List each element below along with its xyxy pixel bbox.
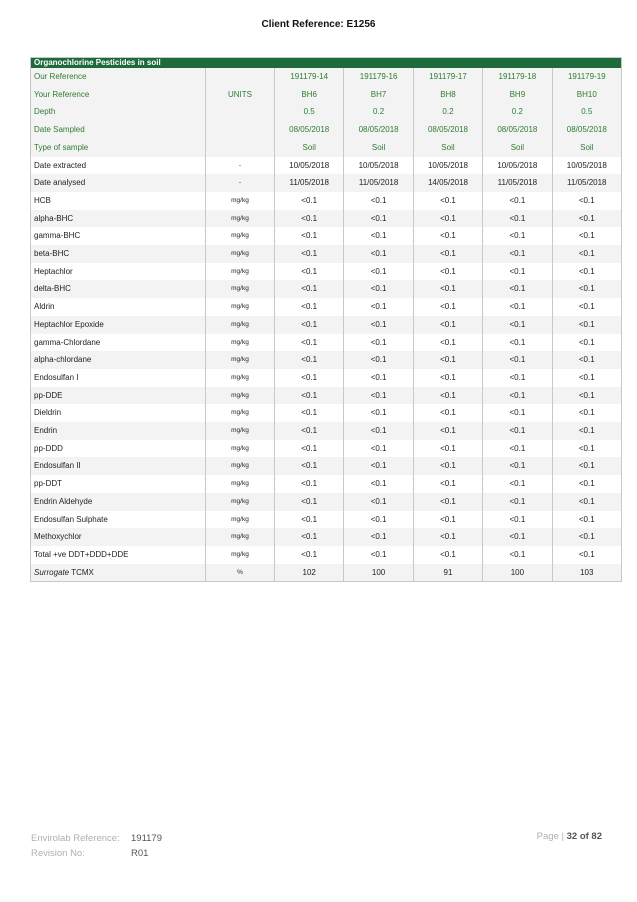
value-cell: <0.1 xyxy=(552,493,621,511)
table-row xyxy=(31,157,622,175)
unit-cell: mg/kg xyxy=(206,475,275,493)
analyte-name: Endrin Aldehyde xyxy=(31,493,206,511)
value-cell: <0.1 xyxy=(483,227,552,245)
value-cell: <0.1 xyxy=(275,280,344,298)
page-value: 32 of 82 xyxy=(566,831,602,842)
table-row xyxy=(31,316,622,334)
value-cell: <0.1 xyxy=(344,298,413,316)
analyte-name: pp-DDE xyxy=(31,387,206,405)
meta-label: Depth xyxy=(31,103,206,121)
unit-cell: mg/kg xyxy=(206,245,275,263)
table-row xyxy=(31,245,622,263)
unit-cell: mg/kg xyxy=(206,192,275,210)
unit-cell: mg/kg xyxy=(206,528,275,546)
value-cell: <0.1 xyxy=(344,528,413,546)
table-row xyxy=(31,192,622,210)
unit-cell: - xyxy=(206,157,275,175)
value-cell: 0.5 xyxy=(275,103,344,121)
analyte-name: beta-BHC xyxy=(31,245,206,263)
value-cell: 08/05/2018 xyxy=(344,121,413,139)
meta-row xyxy=(31,86,622,104)
value-cell: <0.1 xyxy=(483,334,552,352)
value-cell: <0.1 xyxy=(344,387,413,405)
analyte-name: Methoxychlor xyxy=(31,528,206,546)
table-row xyxy=(31,546,622,564)
value-cell: Soil xyxy=(275,139,344,157)
value-cell: <0.1 xyxy=(552,192,621,210)
value-cell: Soil xyxy=(483,139,552,157)
value-cell: 10/05/2018 xyxy=(275,157,344,175)
client-reference: Client Reference: E1256 xyxy=(261,19,376,30)
value-cell: BH10 xyxy=(552,86,621,104)
value-cell: <0.1 xyxy=(275,528,344,546)
unit-cell: mg/kg xyxy=(206,227,275,245)
value-cell: <0.1 xyxy=(344,511,413,529)
analyte-name: Date extracted xyxy=(31,157,206,175)
value-cell: <0.1 xyxy=(344,245,413,263)
page-prefix: Page | xyxy=(536,831,567,842)
value-cell: <0.1 xyxy=(344,369,413,387)
value-cell: 100 xyxy=(483,564,552,582)
value-cell: <0.1 xyxy=(344,263,413,281)
unit-cell: mg/kg xyxy=(206,422,275,440)
value-cell: <0.1 xyxy=(413,475,482,493)
value-cell: <0.1 xyxy=(552,404,621,422)
analyte-name: delta-BHC xyxy=(31,280,206,298)
value-cell: <0.1 xyxy=(275,316,344,334)
meta-label: Type of sample xyxy=(31,139,206,157)
value-cell: <0.1 xyxy=(413,192,482,210)
value-cell: <0.1 xyxy=(483,351,552,369)
envirolab-ref-value: 191179 xyxy=(131,833,162,844)
value-cell: <0.1 xyxy=(275,404,344,422)
value-cell: <0.1 xyxy=(344,546,413,564)
value-cell: <0.1 xyxy=(483,440,552,458)
analyte-name: Heptachlor xyxy=(31,263,206,281)
value-cell: <0.1 xyxy=(483,457,552,475)
analyte-name-italic: Surrogate xyxy=(34,567,70,577)
meta-row xyxy=(31,103,622,121)
unit-cell: mg/kg xyxy=(206,511,275,529)
value-cell: 0.2 xyxy=(413,103,482,121)
analyte-name: alpha-chlordane xyxy=(31,351,206,369)
value-cell: <0.1 xyxy=(344,210,413,228)
analyte-name: pp-DDD xyxy=(31,440,206,458)
value-cell: <0.1 xyxy=(552,387,621,405)
value-cell: <0.1 xyxy=(344,227,413,245)
value-cell: <0.1 xyxy=(344,192,413,210)
table-row xyxy=(31,475,622,493)
value-cell: <0.1 xyxy=(413,422,482,440)
table-title: Organochlorine Pesticides in soil xyxy=(31,58,622,69)
value-cell: Soil xyxy=(413,139,482,157)
meta-label: Date Sampled xyxy=(31,121,206,139)
value-cell: <0.1 xyxy=(483,387,552,405)
value-cell: <0.1 xyxy=(483,298,552,316)
footer-references xyxy=(31,831,162,861)
value-cell: <0.1 xyxy=(344,493,413,511)
value-cell: <0.1 xyxy=(552,369,621,387)
value-cell: 191179-17 xyxy=(413,68,482,86)
value-cell: <0.1 xyxy=(483,511,552,529)
unit-cell xyxy=(206,139,275,157)
value-cell: 08/05/2018 xyxy=(552,121,621,139)
results-table-container xyxy=(30,57,621,582)
analyte-name: Aldrin xyxy=(31,298,206,316)
analyte-name: Dieldrin xyxy=(31,404,206,422)
analyte-name: Date analysed xyxy=(31,174,206,192)
table-row xyxy=(31,422,622,440)
value-cell: <0.1 xyxy=(483,263,552,281)
meta-row xyxy=(31,68,622,86)
value-cell: <0.1 xyxy=(483,475,552,493)
table-row xyxy=(31,334,622,352)
value-cell: <0.1 xyxy=(344,351,413,369)
value-cell: <0.1 xyxy=(413,351,482,369)
value-cell: <0.1 xyxy=(344,475,413,493)
table-row xyxy=(31,298,622,316)
value-cell: <0.1 xyxy=(275,245,344,263)
value-cell: 191179-16 xyxy=(344,68,413,86)
analyte-name: gamma-BHC xyxy=(31,227,206,245)
analyte-name: Heptachlor Epoxide xyxy=(31,316,206,334)
value-cell: <0.1 xyxy=(344,334,413,352)
value-cell: <0.1 xyxy=(483,192,552,210)
value-cell: <0.1 xyxy=(483,369,552,387)
unit-cell: % xyxy=(206,564,275,582)
table-row xyxy=(31,404,622,422)
value-cell: <0.1 xyxy=(275,192,344,210)
value-cell: <0.1 xyxy=(275,493,344,511)
value-cell: <0.1 xyxy=(413,334,482,352)
analyte-name: Endosulfan Sulphate xyxy=(31,511,206,529)
table-row xyxy=(31,174,622,192)
value-cell: <0.1 xyxy=(413,316,482,334)
value-cell: <0.1 xyxy=(344,457,413,475)
table-row xyxy=(31,227,622,245)
value-cell: <0.1 xyxy=(552,546,621,564)
value-cell: 11/05/2018 xyxy=(275,174,344,192)
value-cell: 0.2 xyxy=(344,103,413,121)
unit-cell: mg/kg xyxy=(206,440,275,458)
value-cell: <0.1 xyxy=(413,263,482,281)
value-cell: <0.1 xyxy=(344,422,413,440)
value-cell: Soil xyxy=(344,139,413,157)
value-cell: <0.1 xyxy=(413,387,482,405)
value-cell: BH8 xyxy=(413,86,482,104)
analyte-name: HCB xyxy=(31,192,206,210)
value-cell: <0.1 xyxy=(413,227,482,245)
analyte-name xyxy=(31,564,206,582)
analyte-name: Endosulfan II xyxy=(31,457,206,475)
value-cell: <0.1 xyxy=(275,546,344,564)
meta-label: Your Reference xyxy=(31,86,206,104)
analyte-name: pp-DDT xyxy=(31,475,206,493)
table-row xyxy=(31,440,622,458)
value-cell: 11/05/2018 xyxy=(483,174,552,192)
unit-cell: mg/kg xyxy=(206,210,275,228)
value-cell: <0.1 xyxy=(552,334,621,352)
value-cell: 08/05/2018 xyxy=(275,121,344,139)
unit-cell: mg/kg xyxy=(206,334,275,352)
value-cell: <0.1 xyxy=(552,280,621,298)
value-cell: <0.1 xyxy=(275,511,344,529)
value-cell: <0.1 xyxy=(344,280,413,298)
unit-cell xyxy=(206,68,275,86)
value-cell: <0.1 xyxy=(275,369,344,387)
value-cell: 91 xyxy=(413,564,482,582)
value-cell: <0.1 xyxy=(275,210,344,228)
unit-cell: mg/kg xyxy=(206,493,275,511)
value-cell: <0.1 xyxy=(344,440,413,458)
unit-cell xyxy=(206,103,275,121)
value-cell: <0.1 xyxy=(483,280,552,298)
value-cell: <0.1 xyxy=(483,528,552,546)
value-cell: <0.1 xyxy=(275,457,344,475)
unit-cell: mg/kg xyxy=(206,298,275,316)
value-cell: <0.1 xyxy=(275,351,344,369)
value-cell: <0.1 xyxy=(275,227,344,245)
value-cell: Soil xyxy=(552,139,621,157)
value-cell: <0.1 xyxy=(552,422,621,440)
table-row xyxy=(31,511,622,529)
value-cell: 11/05/2018 xyxy=(344,174,413,192)
value-cell: <0.1 xyxy=(413,404,482,422)
value-cell: 191179-18 xyxy=(483,68,552,86)
results-table xyxy=(30,57,622,582)
table-row xyxy=(31,369,622,387)
unit-cell: mg/kg xyxy=(206,457,275,475)
value-cell: 100 xyxy=(344,564,413,582)
value-cell: <0.1 xyxy=(413,511,482,529)
value-cell: <0.1 xyxy=(483,245,552,263)
value-cell: 103 xyxy=(552,564,621,582)
analyte-name: Total +ve DDT+DDD+DDE xyxy=(31,546,206,564)
page-number xyxy=(537,831,602,842)
analyte-name-suffix: TCMX xyxy=(69,567,94,577)
value-cell: 102 xyxy=(275,564,344,582)
value-cell: 08/05/2018 xyxy=(483,121,552,139)
unit-cell: mg/kg xyxy=(206,263,275,281)
value-cell: <0.1 xyxy=(483,404,552,422)
value-cell: <0.1 xyxy=(552,351,621,369)
value-cell: <0.1 xyxy=(483,210,552,228)
unit-cell: mg/kg xyxy=(206,351,275,369)
value-cell: <0.1 xyxy=(413,493,482,511)
value-cell: <0.1 xyxy=(413,369,482,387)
value-cell: 0.2 xyxy=(483,103,552,121)
table-row xyxy=(31,351,622,369)
value-cell: <0.1 xyxy=(552,440,621,458)
value-cell: 14/05/2018 xyxy=(413,174,482,192)
meta-row xyxy=(31,121,622,139)
value-cell: BH6 xyxy=(275,86,344,104)
table-row xyxy=(31,564,622,582)
unit-cell: UNITS xyxy=(206,86,275,104)
value-cell: <0.1 xyxy=(552,298,621,316)
value-cell: <0.1 xyxy=(483,493,552,511)
unit-cell: mg/kg xyxy=(206,280,275,298)
value-cell: <0.1 xyxy=(275,298,344,316)
value-cell: BH7 xyxy=(344,86,413,104)
value-cell: <0.1 xyxy=(344,404,413,422)
value-cell: <0.1 xyxy=(413,440,482,458)
value-cell: <0.1 xyxy=(483,316,552,334)
value-cell: <0.1 xyxy=(275,334,344,352)
value-cell: <0.1 xyxy=(483,422,552,440)
value-cell: <0.1 xyxy=(275,263,344,281)
analyte-name: Endrin xyxy=(31,422,206,440)
value-cell: 191179-14 xyxy=(275,68,344,86)
value-cell: 11/05/2018 xyxy=(552,174,621,192)
unit-cell: - xyxy=(206,174,275,192)
value-cell: <0.1 xyxy=(275,440,344,458)
value-cell: 10/05/2018 xyxy=(413,157,482,175)
value-cell: 10/05/2018 xyxy=(344,157,413,175)
analyte-name: alpha-BHC xyxy=(31,210,206,228)
table-row xyxy=(31,457,622,475)
unit-cell xyxy=(206,121,275,139)
value-cell: <0.1 xyxy=(413,457,482,475)
revision-value: R01 xyxy=(131,848,149,859)
value-cell: <0.1 xyxy=(413,546,482,564)
table-row xyxy=(31,493,622,511)
table-row xyxy=(31,528,622,546)
value-cell: BH9 xyxy=(483,86,552,104)
value-cell: <0.1 xyxy=(552,263,621,281)
envirolab-ref-label: Envirolab Reference: xyxy=(31,833,120,844)
meta-label: Our Reference xyxy=(31,68,206,86)
value-cell: 08/05/2018 xyxy=(413,121,482,139)
value-cell: 191179-19 xyxy=(552,68,621,86)
value-cell: <0.1 xyxy=(483,546,552,564)
value-cell: <0.1 xyxy=(552,210,621,228)
unit-cell: mg/kg xyxy=(206,369,275,387)
table-row xyxy=(31,387,622,405)
analyte-name: gamma-Chlordane xyxy=(31,334,206,352)
value-cell: 10/05/2018 xyxy=(483,157,552,175)
table-title-row xyxy=(31,58,622,69)
value-cell: <0.1 xyxy=(552,457,621,475)
value-cell: <0.1 xyxy=(413,528,482,546)
unit-cell: mg/kg xyxy=(206,387,275,405)
unit-cell: mg/kg xyxy=(206,404,275,422)
value-cell: <0.1 xyxy=(413,245,482,263)
value-cell: <0.1 xyxy=(275,422,344,440)
revision-label: Revision No: xyxy=(31,848,85,859)
unit-cell: mg/kg xyxy=(206,546,275,564)
value-cell: <0.1 xyxy=(413,210,482,228)
value-cell: <0.1 xyxy=(552,511,621,529)
value-cell: <0.1 xyxy=(552,475,621,493)
table-row xyxy=(31,210,622,228)
value-cell: <0.1 xyxy=(552,316,621,334)
table-row xyxy=(31,263,622,281)
value-cell: 10/05/2018 xyxy=(552,157,621,175)
value-cell: <0.1 xyxy=(275,475,344,493)
unit-cell: mg/kg xyxy=(206,316,275,334)
value-cell: <0.1 xyxy=(552,227,621,245)
table-row xyxy=(31,280,622,298)
value-cell: <0.1 xyxy=(344,316,413,334)
value-cell: <0.1 xyxy=(552,528,621,546)
meta-row xyxy=(31,139,622,157)
value-cell: <0.1 xyxy=(413,298,482,316)
value-cell: 0.5 xyxy=(552,103,621,121)
analyte-name: Endosulfan I xyxy=(31,369,206,387)
value-cell: <0.1 xyxy=(413,280,482,298)
value-cell: <0.1 xyxy=(275,387,344,405)
value-cell: <0.1 xyxy=(552,245,621,263)
